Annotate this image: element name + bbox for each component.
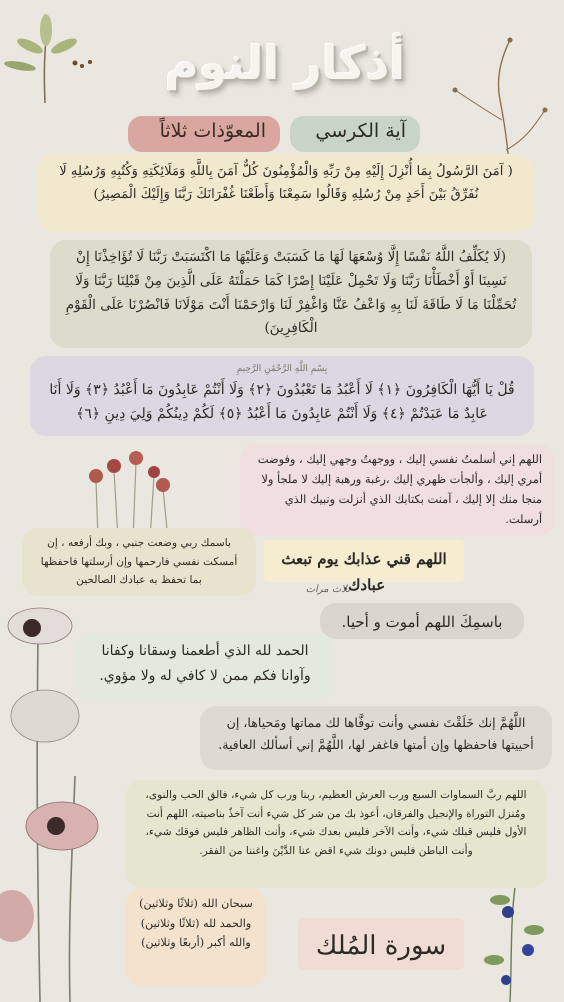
kafirun-text: قُلْ يَا أَيُّهَا الْكَافِرُونَ ﴿١﴾ لَا أَعْبُدُ مَا تَعْبُدُونَ ﴿٢﴾ وَلَا أَنْتُمْ عَابِدُونَ مَا أَعْبُدُ ﴿٣﴾ وَلَا أَنَا عَابِدٌ مَا عَبَدْتُمْ ﴿٤﴾ وَلَا أَنْتُمْ عَابِدُونَ مَا أَعْبُدُ ﴿٥﴾ لَكُمْ دِينُكُمْ وَلِيَ دِينِ ﴿٦﴾ <box>49 381 515 423</box>
tasbih-card <box>126 888 266 986</box>
alhamdulillah-card: الحمد لله الذي أطعمنا وسقانا وكفانا وآوانا فكم ممن لا كافي له ولا مؤوي. <box>76 633 334 699</box>
rabb-samawat-card: اللهم ربَّ السماوات السبع ورب العرش العظيم، ربنا ورب كل شيء، فالق الحب والنوى، ومُنزل التوراة والإنجيل والفرقان، أعوذ بك من شر كل شيء أنت آخذٌ بناصيته، اللهم أنت الأول فليس قبلك شيء، وأنت الآخر فليس بعدك شيء، وأنت الظاهر فليس فوقك شيء، وأنت الباطن فليس دونك شيء اقض عنا الدَّيْنَ واغننا من الفقر. <box>126 780 546 888</box>
aslamtu-card: اللهم إني أسلمتُ نفسي إليك ، ووجهتُ وجهي إليك ، وفوضت أمري إليك ، وألجأت ظهري إليك ،رغبة ورهبة إليك لا ملجأ ولا منجا منك إلا إليك ، آمنت بكتابك الذي أنزلت ونبيك الذي أرسلت. <box>240 444 554 536</box>
qini-adhabak-card: اللهم قني عذابك يوم تبعث عبادك. <box>264 540 464 582</box>
botanical-top-left <box>0 8 110 108</box>
muawwidhat-pill[interactable]: المعوّذات ثلاثاً <box>128 116 280 152</box>
red-flowers-middle-left <box>78 440 188 540</box>
page-title: أذكار النوم <box>164 36 406 90</box>
tasbih-alhamdulillah: والحمد لله (ثلاثًا وثلاثين) <box>140 916 252 930</box>
baqara-286-card: (لَا يُكَلِّفُ اللَّهُ نَفْسًا إِلَّا وُسْعَهَا لَهَا مَا كَسَبَتْ وَعَلَيْهَا مَا اكْتَسَبَتْ رَبَّنَا لَا تُؤَاخِذْنَا إِنْ نَسِينَا أَوْ أَخْطَأْنَا رَبَّنَا وَلَا تَحْمِلْ عَلَيْنَا إِصْرًا كَمَا حَمَلْتَهُ عَلَى الَّذِينَ مِنْ قَبْلِنَا رَبَّنَا وَلَا تُحَمِّلْنَا مَا لَا طَاقَةَ لَنَا بِهِ وَاعْفُ عَنَّا وَاغْفِرْ لَنَا وَارْحَمْنَا أَنْتَ مَوْلَانَا فَانْصُرْنَا عَلَى الْقَوْمِ الْكَافِرِينَ) <box>50 240 532 348</box>
basmala: بِسْمِ اللَّهِ الرَّحْمَٰنِ الرَّحِيمِ <box>236 364 328 374</box>
three-times-note: ثلاث مرات <box>305 584 350 595</box>
tasbih-subhanallah: سبحان الله (ثلاثًا وثلاثين) <box>139 897 253 910</box>
baqara-285-card: ( آمَنَ الرَّسُولُ بِمَا أُنْزِلَ إِلَيْهِ مِنْ رَبِّهِ وَالْمُؤْمِنُونَ كُلٌّ آمَنَ بِاللَّهِ وَمَلَائِكَتِهِ وَكُتُبِهِ وَرُسُلِهِ لَا نُفَرِّقُ بَيْنَ أَحَدٍ مِنْ رُسُلِهِ وَقَالُوا سَمِعْنَا وَأَطَعْنَا غُفْرَانَكَ رَبَّنَا وَإِلَيْكَ الْمَصِيرُ) <box>38 154 534 232</box>
khalaqta-card: اللَّهُمَّ إنك خَلَقْتَ نفسي وأنت توفَّاها لك مماتها ومَحياها، إن أحييتها فاحفظها وإن أمتها فاغفر لها، اللَّهُمَّ إني أسألك العافية. <box>200 706 552 770</box>
ayat-alkursi-pill[interactable]: آية الكرسي <box>290 116 420 152</box>
tasbih-allahuakbar: والله أكبر (أربعًا وثلاثين) <box>141 936 251 950</box>
kafirun-card <box>30 356 534 436</box>
surat-almulk-button[interactable]: سورة المُلك <box>298 918 464 970</box>
bismika-amut-card: باسمِكَ اللهم أموت و أحيا. <box>320 603 524 639</box>
bismika-rabbi-card: باسمك ربي وضعت جنبي ، وبك أرفعه ، إن أمسكت نفسي فارحمها وإن أرسلتها فاحفظها بما تحفظ به عبادك الصالحين <box>22 528 256 596</box>
